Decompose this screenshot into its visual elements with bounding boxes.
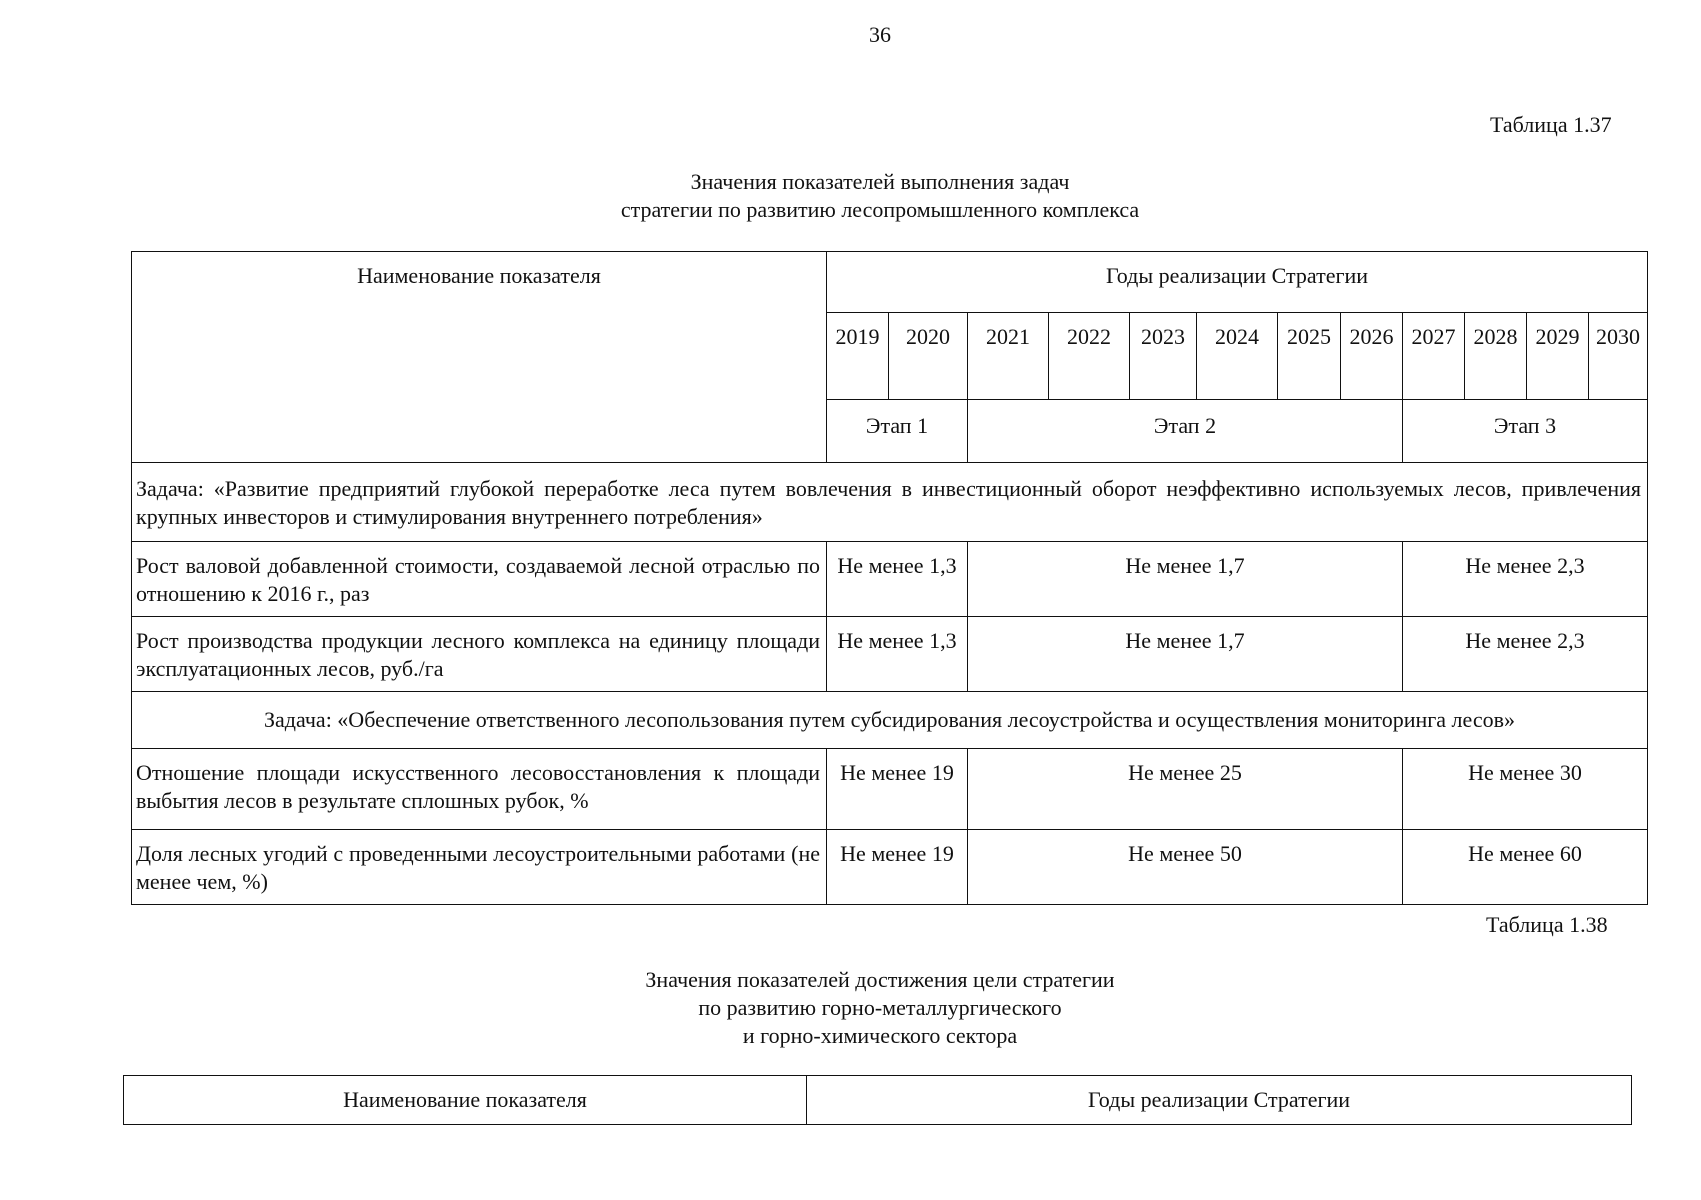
- year-2024: 2024: [1197, 313, 1278, 400]
- indicator-name: Рост производства продукции лесного комплекса на единицу площади эксплуатационных лесов, руб./га: [132, 617, 827, 692]
- year-2021: 2021: [968, 313, 1049, 400]
- year-2028: 2028: [1465, 313, 1527, 400]
- year-2025: 2025: [1278, 313, 1341, 400]
- year-2030: 2030: [1589, 313, 1648, 400]
- stage-3: Этап 3: [1403, 400, 1648, 463]
- year-2020: 2020: [889, 313, 968, 400]
- stage-3-value: Не менее 30: [1403, 749, 1648, 830]
- stage-1-value: Не менее 1,3: [827, 542, 968, 617]
- stage-1-value: Не менее 1,3: [827, 617, 968, 692]
- caption-line: по развитию горно-металлургического: [698, 995, 1062, 1020]
- caption-line: Значения показателей выполнения задач: [690, 169, 1070, 194]
- year-2027: 2027: [1403, 313, 1465, 400]
- table-caption-1-38: [0, 966, 1701, 1050]
- stage-2-value: Не менее 25: [968, 749, 1403, 830]
- stage-3-value: Не менее 60: [1403, 830, 1648, 905]
- stage-3-value: Не менее 2,3: [1403, 617, 1648, 692]
- task-row: Задача: «Обеспечение ответственного лесопользования путем субсидирования лесоустройства и осуществления мониторинга лесов»: [132, 692, 1648, 749]
- header-indicator-name: Наименование показателя: [124, 1076, 807, 1125]
- table-label-1-38: Таблица 1.38: [1486, 912, 1608, 937]
- stage-2: Этап 2: [968, 400, 1403, 463]
- stage-3-value: Не менее 2,3: [1403, 542, 1648, 617]
- table-caption-1-37: [0, 168, 1701, 224]
- stage-1-value: Не менее 19: [827, 830, 968, 905]
- year-2023: 2023: [1130, 313, 1197, 400]
- header-indicator-name: Наименование показателя: [132, 252, 827, 463]
- indicators-table-1-38: [123, 1075, 1632, 1125]
- year-2026: 2026: [1341, 313, 1403, 400]
- table-row: [132, 617, 1648, 692]
- caption-line: Значения показателей достижения цели стратегии: [645, 967, 1115, 992]
- header-years: Годы реализации Стратегии: [827, 252, 1648, 313]
- header-years: Годы реализации Стратегии: [807, 1076, 1632, 1125]
- indicators-table-1-37: [131, 251, 1648, 905]
- indicator-name: Отношение площади искусственного лесовосстановления к площади выбытия лесов в результате сплошных рубок, %: [132, 749, 827, 830]
- year-2022: 2022: [1049, 313, 1130, 400]
- stage-1: Этап 1: [827, 400, 968, 463]
- stage-2-value: Не менее 1,7: [968, 617, 1403, 692]
- stage-1-value: Не менее 19: [827, 749, 968, 830]
- table-row: [132, 542, 1648, 617]
- year-2019: 2019: [827, 313, 889, 400]
- indicator-name: Рост валовой добавленной стоимости, создаваемой лесной отраслью по отношению к 2016 г., раз: [132, 542, 827, 617]
- stage-2-value: Не менее 1,7: [968, 542, 1403, 617]
- indicator-name: Доля лесных угодий с проведенными лесоустроительными работами (не менее чем, %): [132, 830, 827, 905]
- caption-line: и горно-химического сектора: [742, 1023, 1018, 1048]
- year-2029: 2029: [1527, 313, 1589, 400]
- page-number: 36: [869, 22, 891, 47]
- table-row: [132, 749, 1648, 830]
- caption-line: стратегии по развитию лесопромышленного комплекса: [620, 197, 1140, 222]
- stage-2-value: Не менее 50: [968, 830, 1403, 905]
- table-row: [132, 830, 1648, 905]
- table-label-1-37: Таблица 1.37: [1490, 112, 1612, 137]
- task-row: Задача: «Развитие предприятий глубокой переработке леса путем вовлечения в инвестиционный оборот неэффективно используемых лесов, привлечения крупных инвесторов и стимулирования внутреннего потребления»: [132, 463, 1648, 542]
